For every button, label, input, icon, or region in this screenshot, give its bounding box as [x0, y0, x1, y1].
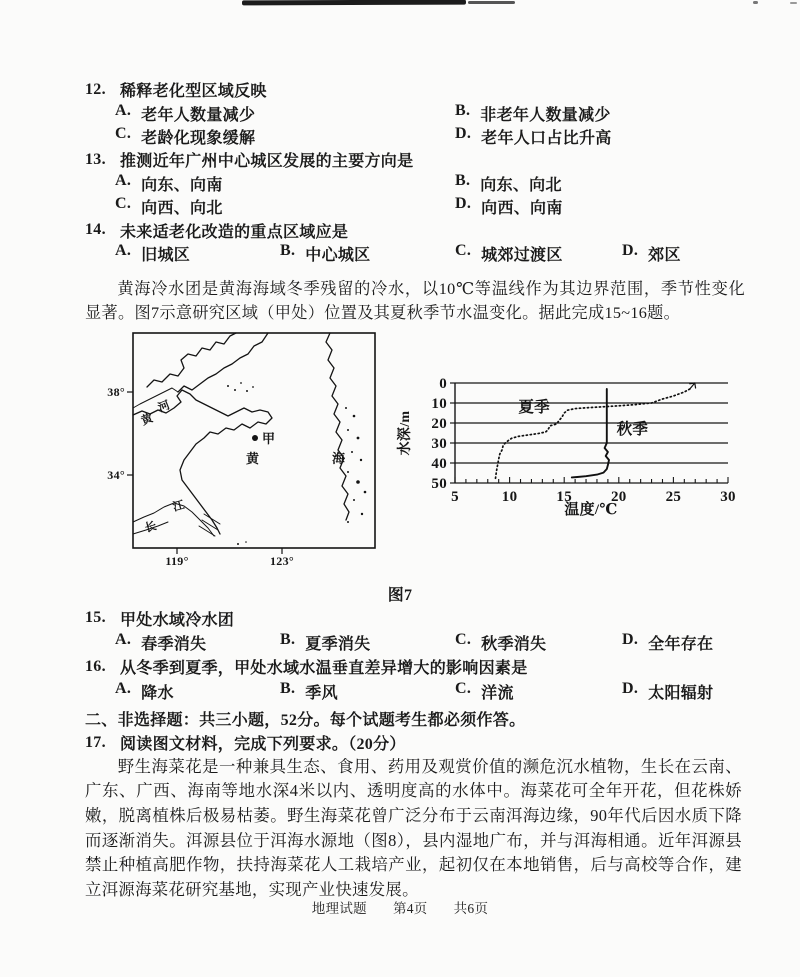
option-text: 郊区 [648, 246, 681, 264]
option-text: 春季消失 [141, 636, 207, 654]
question-15-stem [85, 606, 745, 630]
svg-text:15: 15 [556, 489, 573, 505]
option-16c [455, 680, 622, 703]
svg-text:30: 30 [431, 436, 447, 452]
option-label: B. [280, 679, 296, 697]
option-16a [115, 680, 280, 703]
question-stem: 甲处水域冷水团 [120, 611, 235, 629]
svg-text:50: 50 [431, 476, 447, 492]
coastline-korea [326, 333, 349, 520]
option-13a [115, 172, 455, 195]
option-text: 老年人数量减少 [141, 106, 256, 124]
option-16b [280, 680, 455, 703]
footer-page-total: 共6页 [453, 901, 489, 916]
sea-label-1: 黄 [246, 451, 260, 466]
option-text: 秋季消失 [481, 636, 547, 654]
question-number: 14. [85, 221, 106, 239]
option-label: D. [455, 124, 472, 142]
option-14b [280, 242, 455, 265]
question-stem: 推测近年广州中心城区发展的主要方向是 [120, 153, 414, 171]
questions-15-16 [85, 606, 745, 704]
point-jia-label: 甲 [262, 431, 276, 446]
yangtze-mouth-hatch [199, 514, 220, 536]
svg-text:5: 5 [451, 489, 459, 505]
depth-temp-chart [395, 365, 745, 517]
question-number: 12. [85, 80, 106, 98]
svg-text:0: 0 [439, 376, 447, 392]
question-number: 16. [85, 657, 106, 675]
page-footer [0, 897, 800, 917]
cold-water-passage: 黄海冷水团是黄海海域冬季残留的冷水，以10℃等温线作为其边界范围，季节性变化显著。图7示意研究区域（甲处）位置及其夏秋季节水温变化。据此完成15~16题。 [85, 280, 745, 323]
option-label: C. [455, 241, 472, 259]
option-label: D. [455, 195, 472, 213]
coastline-bohai [147, 333, 236, 387]
svg-text:20: 20 [431, 416, 447, 432]
svg-text:20: 20 [610, 489, 627, 505]
question-12-stem [85, 78, 745, 101]
options-row [85, 679, 745, 703]
options-row [85, 101, 745, 124]
option-label: A. [115, 171, 132, 189]
y-axis-title: 水深/m [398, 410, 413, 456]
option-12d [455, 125, 745, 148]
question-17-intro-line [85, 730, 745, 754]
option-label: B. [455, 171, 471, 189]
lat-label-38: 38° [107, 385, 125, 399]
option-text: 非老年人数量减少 [480, 106, 611, 124]
option-label: B. [455, 101, 471, 119]
svg-text:10: 10 [501, 489, 518, 505]
option-label: B. [280, 241, 296, 259]
option-text: 中心城区 [305, 246, 371, 264]
option-text: 洋流 [481, 684, 514, 702]
question-stem: 从冬季到夏季，甲处水域水温垂直差异增大的影响因素是 [120, 660, 528, 678]
option-label: D. [622, 679, 639, 697]
scan-artifact-dot1 [753, 1, 758, 4]
svg-text:10: 10 [431, 396, 447, 412]
option-text: 全年存在 [648, 636, 714, 654]
options-row [85, 242, 745, 265]
questions-12-14 [85, 78, 745, 265]
option-15a [115, 631, 280, 654]
yangtze-label-1: 长 [143, 520, 159, 535]
option-text: 向西、向南 [481, 200, 563, 218]
yangtze-label-2: 江 [171, 499, 187, 514]
option-label: A. [115, 101, 132, 119]
x-axis-title: 温度/℃ [564, 502, 618, 517]
footer-page-number: 第4页 [392, 901, 428, 916]
section-2 [85, 706, 745, 902]
lat-label-34: 34° [107, 468, 125, 482]
option-13c [115, 195, 455, 218]
option-12a [115, 102, 455, 125]
location-map-figure [78, 330, 378, 575]
option-label: B. [280, 631, 296, 649]
option-label: C. [455, 631, 472, 649]
option-text: 太阳辐射 [648, 684, 714, 702]
option-text: 老龄化现象缓解 [141, 129, 256, 147]
yellow-river [133, 388, 178, 408]
option-label: A. [115, 679, 132, 697]
svg-text:秋季: 秋季 [616, 421, 649, 438]
svg-text:夏季: 夏季 [518, 399, 550, 416]
svg-text:25: 25 [665, 489, 682, 505]
question-stem: 稀释老化型区域反映 [120, 83, 267, 101]
point-jia-dot [252, 435, 258, 441]
yellow-river-label-2: 河 [156, 399, 173, 415]
option-text: 夏季消失 [305, 636, 371, 654]
options-row [85, 630, 745, 654]
option-text: 向东、向南 [141, 176, 223, 194]
scan-artifact-tail [468, 1, 515, 4]
option-text: 老年人口占比升高 [481, 129, 612, 147]
option-label: C. [455, 679, 472, 697]
option-13d [455, 195, 745, 218]
lon-label-119: 119° [165, 554, 189, 568]
option-label: A. [115, 241, 132, 259]
option-text: 向西、向北 [141, 200, 223, 218]
footer-doc-title: 地理试题 [311, 901, 367, 916]
question-13-stem [85, 148, 745, 171]
option-text: 降水 [141, 684, 174, 702]
svg-text:30: 30 [720, 489, 736, 505]
figure-caption: 图7 [387, 587, 413, 604]
question-17-material: 野生海菜花是一种兼具生态、食用、药用及观赏价值的濒危沉水植物，生长在云南、广东、广西、海南等地水深4米以内、透明度高的水体中。海菜花可全年开花，但花株娇嫩，脱离植株后极易枯萎。野生海菜花曾广泛分布于云南洱海边缘，90年代后因水质下降而逐渐消失。洱源县位于洱海水源地（图8），县内湿地广布，并与洱海相通。近年洱源县禁止种植高肥作物，扶持海菜花人工栽培产业，起初仅在本地销售，后与高校等合作，建立洱源海菜花研究基地，实现产业快速发展。 [85, 756, 742, 899]
islands-korea [237, 407, 366, 545]
option-label: D. [622, 241, 639, 259]
option-15c [455, 631, 622, 654]
options-row [85, 172, 745, 195]
option-14d [622, 242, 745, 265]
option-15d [622, 631, 745, 654]
option-16d [622, 680, 745, 703]
question-number: 15. [85, 609, 106, 627]
svg-text:40: 40 [431, 456, 447, 472]
option-text: 向东、向北 [480, 176, 562, 194]
depth-temp-figure [395, 365, 745, 522]
sea-label-2: 海 [332, 451, 346, 466]
small-islands-north [227, 382, 254, 392]
options-row [85, 125, 745, 148]
coastline-liaodong [178, 333, 268, 392]
option-text: 旧城区 [141, 246, 191, 264]
option-label: C. [115, 124, 132, 142]
question-number: 13. [85, 150, 106, 168]
option-text: 季风 [305, 684, 338, 702]
scan-artifact-main [242, 0, 466, 5]
option-15b [280, 631, 455, 654]
option-12c [115, 125, 455, 148]
question-number: 17. [85, 733, 106, 751]
option-12b [455, 102, 745, 125]
question-17-intro: 阅读图文材料，完成下列要求。（20分） [120, 736, 406, 754]
option-14a [115, 242, 280, 265]
location-map [78, 330, 378, 570]
question-14-stem [85, 218, 745, 241]
options-row [85, 195, 745, 218]
option-text: 城郊过渡区 [481, 246, 563, 264]
option-label: C. [115, 195, 132, 213]
question-16-stem [85, 655, 745, 679]
option-14c [455, 242, 622, 265]
scan-artifact-dot2 [790, 2, 797, 4]
lon-label-123: 123° [270, 554, 294, 568]
chart-plot [431, 376, 735, 505]
option-label: A. [115, 631, 132, 649]
option-label: D. [622, 631, 639, 649]
yellow-river-label-1: 黄 [139, 412, 156, 428]
option-13b [455, 172, 745, 195]
question-stem: 未来适老化改造的重点区域应是 [120, 223, 349, 241]
section-2-heading: 二、非选择题：共三小题，52分。每个试题考生都必须作答。 [85, 711, 526, 729]
